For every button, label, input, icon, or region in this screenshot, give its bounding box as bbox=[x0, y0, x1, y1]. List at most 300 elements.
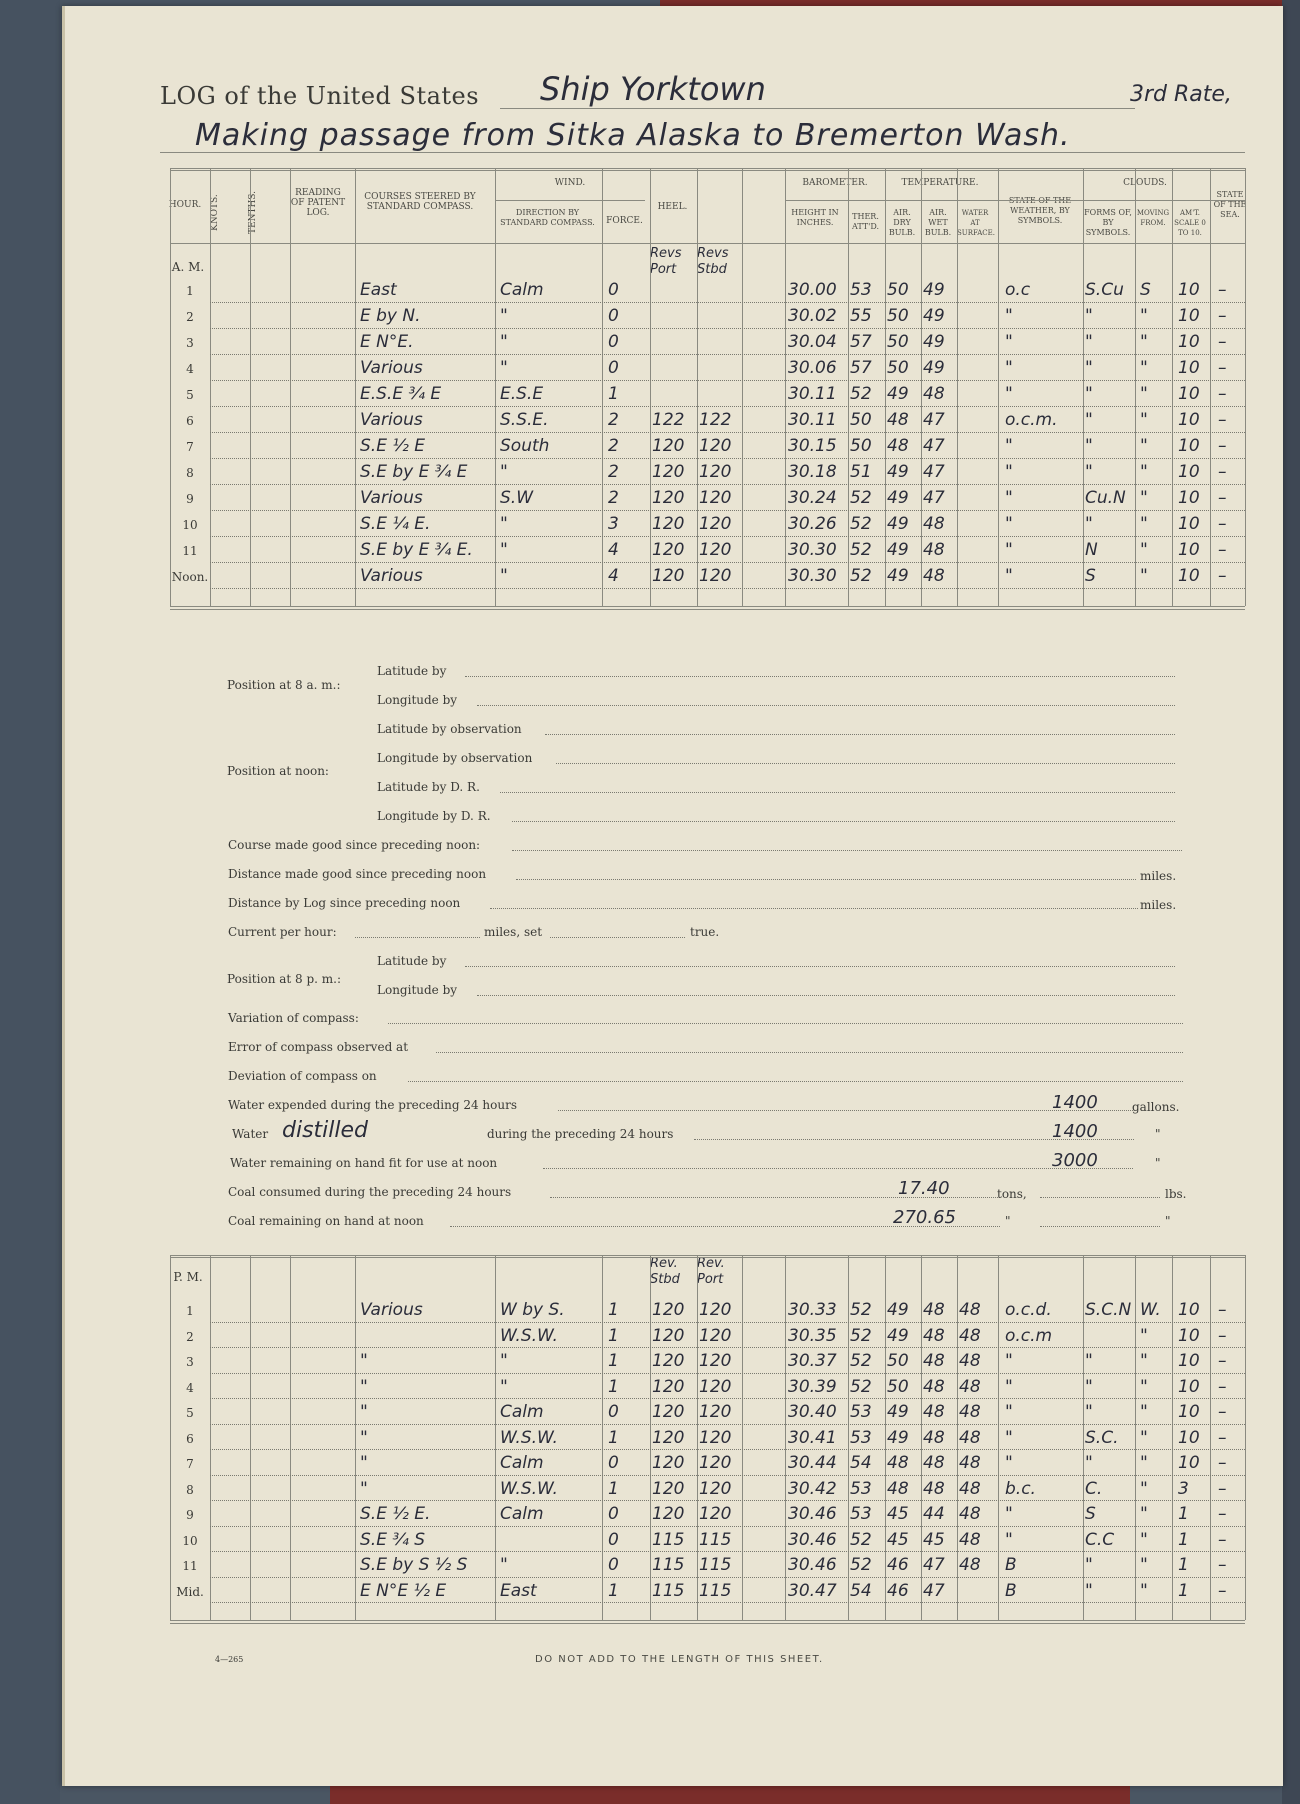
pm-cell-course: Various bbox=[360, 1300, 423, 1320]
pm-cell-sea: – bbox=[1218, 1402, 1227, 1422]
pm-cell-baro: 30.46 bbox=[788, 1504, 837, 1524]
pm-cell-wet: 48 bbox=[923, 1351, 945, 1371]
pm-cell-baro: 30.42 bbox=[788, 1478, 837, 1499]
am-cell-sea: – bbox=[1218, 514, 1227, 534]
pm-cell-wind: " bbox=[500, 1376, 508, 1397]
am-cell-weather: " bbox=[1005, 566, 1013, 586]
am-cell-baro: 30.04 bbox=[788, 332, 837, 352]
am-cell-baro: 30.26 bbox=[788, 514, 837, 534]
variation-label: Variation of compass: bbox=[228, 1011, 359, 1025]
pm-cell-water: 48 bbox=[959, 1427, 981, 1448]
course-made-line bbox=[512, 850, 1182, 851]
pm-cell-weather: B bbox=[1005, 1580, 1017, 1601]
am-col-line-0 bbox=[170, 168, 171, 606]
pm-cell-sea: – bbox=[1218, 1325, 1227, 1346]
pm-cell-hour: 1 bbox=[186, 1304, 194, 1318]
pm-cell-water: 48 bbox=[959, 1325, 981, 1346]
am-cell-wet: 49 bbox=[923, 358, 945, 378]
am-cell-dry: 50 bbox=[887, 280, 909, 300]
am-col-line-2 bbox=[250, 168, 251, 606]
am-cell-ther: 50 bbox=[850, 436, 872, 456]
variation-line bbox=[388, 1023, 1183, 1024]
am-cell-weather: " bbox=[1005, 540, 1013, 560]
am-cell-hour: 1 bbox=[186, 284, 194, 298]
hdr-cloud-forms: FORMS OF, BY SYMBOLS. bbox=[1084, 208, 1132, 237]
pm-cell-heel2: 120 bbox=[699, 1402, 732, 1422]
pm-row-line bbox=[210, 1322, 1245, 1323]
am-cell-weather: " bbox=[1005, 436, 1013, 456]
pm-cell-weather: " bbox=[1005, 1376, 1013, 1397]
am-col-line-7 bbox=[650, 168, 651, 606]
hdr-patent-log: READING OF PATENT LOG. bbox=[290, 188, 346, 218]
pm-cell-wet: 48 bbox=[923, 1376, 945, 1397]
am-cell-baro: 30.00 bbox=[788, 280, 837, 300]
pm-cell-moving: " bbox=[1140, 1555, 1148, 1575]
am-cell-moving: " bbox=[1140, 332, 1148, 352]
am-cell-sea: – bbox=[1218, 332, 1227, 352]
am-cell-baro: 30.24 bbox=[788, 488, 837, 508]
deviation-label: Deviation of compass on bbox=[228, 1069, 377, 1083]
am-cell-course: E N°E. bbox=[360, 332, 414, 352]
long-dr-line bbox=[512, 821, 1175, 822]
pm-col-line-20 bbox=[1245, 1255, 1246, 1620]
pm-cell-force: 1 bbox=[608, 1325, 619, 1346]
pm-cell-form: S.C.N bbox=[1085, 1300, 1132, 1320]
pm-col-line-17 bbox=[1135, 1255, 1136, 1620]
long-8pm-label: Longitude by bbox=[377, 983, 458, 997]
am-cell-moving: " bbox=[1140, 436, 1148, 456]
pm-cell-moving: " bbox=[1140, 1478, 1148, 1499]
pm-cell-moving: " bbox=[1140, 1351, 1148, 1371]
pm-cell-wet: 48 bbox=[923, 1427, 945, 1448]
pm-col-line-4 bbox=[355, 1255, 356, 1620]
hdr-baro-height: HEIGHT IN INCHES. bbox=[791, 208, 839, 227]
am-cell-heel1: 120 bbox=[652, 540, 685, 560]
pm-cell-heel2: 120 bbox=[699, 1376, 732, 1397]
pm-cell-sea: – bbox=[1218, 1504, 1227, 1524]
am-cell-moving: " bbox=[1140, 540, 1148, 560]
pm-cell-moving: " bbox=[1140, 1325, 1148, 1346]
water-word: Water bbox=[232, 1127, 269, 1141]
hdr-knots: KNOTS. bbox=[210, 194, 220, 231]
pm-cell-form: " bbox=[1085, 1580, 1093, 1601]
water-expended-line bbox=[558, 1110, 1133, 1111]
am-cell-ther: 52 bbox=[850, 566, 872, 586]
pm-bottom-rule bbox=[170, 1620, 1245, 1621]
am-cell-dry: 48 bbox=[887, 436, 909, 456]
pm-heel-note-stbd: Rev. Stbd bbox=[650, 1256, 680, 1287]
am-cell-wind: E.S.E bbox=[500, 384, 544, 404]
log-title: LOG of the United States bbox=[160, 82, 480, 110]
ship-name: Ship Yorktown bbox=[540, 70, 766, 108]
pm-cell-sea: – bbox=[1218, 1376, 1227, 1397]
am-col-line-13 bbox=[921, 168, 922, 606]
pm-cell-ther: 54 bbox=[850, 1580, 872, 1601]
pm-cell-force: 1 bbox=[608, 1580, 619, 1601]
am-heel-note-port: Revs Port bbox=[650, 246, 682, 277]
am-cell-weather: " bbox=[1005, 358, 1013, 378]
pm-cell-course: " bbox=[360, 1376, 368, 1397]
ship-underline bbox=[500, 108, 1135, 109]
water-expended-value: 1400 bbox=[1052, 1092, 1098, 1113]
pm-cell-form: " bbox=[1085, 1555, 1093, 1575]
pm-cell-wind: " bbox=[500, 1555, 508, 1575]
am-cell-weather: " bbox=[1005, 488, 1013, 508]
am-cell-wind: " bbox=[500, 306, 508, 326]
am-cell-sea: – bbox=[1218, 384, 1227, 404]
am-cell-amt: 10 bbox=[1178, 332, 1200, 352]
dist-log-line bbox=[490, 908, 1138, 909]
pm-cell-hour: 10 bbox=[182, 1533, 198, 1548]
pm-cell-heel1: 115 bbox=[652, 1529, 685, 1550]
am-cell-hour: 2 bbox=[186, 310, 194, 324]
pm-cell-weather: " bbox=[1005, 1427, 1013, 1448]
am-cell-heel1: 120 bbox=[652, 488, 685, 508]
am-cell-heel2: 120 bbox=[699, 488, 732, 508]
pm-cell-heel1: 120 bbox=[652, 1325, 685, 1346]
am-cell-ther: 55 bbox=[850, 306, 872, 326]
am-cell-wind: " bbox=[500, 514, 508, 534]
pm-cell-wind: Calm bbox=[500, 1402, 544, 1422]
pm-cell-water: 48 bbox=[959, 1504, 981, 1524]
pm-cell-force: 1 bbox=[608, 1427, 619, 1448]
am-cell-form: " bbox=[1085, 358, 1093, 378]
am-row-line bbox=[210, 328, 1245, 329]
lat-obs-line bbox=[545, 734, 1175, 735]
pm-cell-force: 0 bbox=[608, 1504, 619, 1524]
am-cell-dry: 49 bbox=[887, 566, 909, 586]
am-cell-dry: 50 bbox=[887, 332, 909, 352]
am-cell-moving: " bbox=[1140, 384, 1148, 404]
pm-cell-dry: 48 bbox=[887, 1453, 909, 1473]
pm-cell-heel2: 120 bbox=[699, 1427, 732, 1448]
pm-cell-amt: 3 bbox=[1178, 1478, 1189, 1499]
am-row-line bbox=[210, 536, 1245, 537]
am-cell-amt: 10 bbox=[1178, 566, 1200, 586]
am-cell-amt: 10 bbox=[1178, 306, 1200, 326]
water-distilled-label: during the preceding 24 hours bbox=[487, 1127, 674, 1141]
am-row-line bbox=[210, 406, 1245, 407]
pm-cell-moving: W. bbox=[1140, 1300, 1161, 1320]
pos-8pm-label: Position at 8 p. m.: bbox=[227, 972, 342, 986]
am-cell-force: 2 bbox=[608, 436, 619, 456]
am-cell-sea: – bbox=[1218, 358, 1227, 378]
current-miles-set: miles, set bbox=[484, 925, 543, 939]
pm-cell-form: " bbox=[1085, 1376, 1093, 1397]
pm-cell-amt: 1 bbox=[1178, 1529, 1189, 1550]
am-cell-dry: 50 bbox=[887, 306, 909, 326]
hdr-wind: WIND. bbox=[554, 178, 586, 188]
hdr-air-dry: AIR. DRY BULB. bbox=[888, 208, 916, 237]
am-cell-form: " bbox=[1085, 384, 1093, 404]
am-cell-wind: " bbox=[500, 462, 508, 482]
pm-cell-course: S.E ¾ S bbox=[360, 1529, 426, 1550]
am-cell-sea: – bbox=[1218, 280, 1227, 300]
pm-cell-form: C.C bbox=[1085, 1529, 1115, 1550]
am-cell-moving: S bbox=[1140, 280, 1151, 300]
am-cell-course: S.E by E ¾ E. bbox=[360, 540, 473, 560]
pm-cell-weather: " bbox=[1005, 1529, 1013, 1550]
am-cell-wind: " bbox=[500, 358, 508, 378]
pm-cell-heel1: 120 bbox=[652, 1351, 685, 1371]
long-obs-label: Longitude by observation bbox=[377, 751, 533, 765]
pm-row-line bbox=[210, 1577, 1245, 1578]
coal-remaining-lbs-line bbox=[1040, 1226, 1160, 1227]
pm-cell-water: 48 bbox=[959, 1453, 981, 1473]
deviation-line bbox=[408, 1081, 1183, 1082]
am-bottom-rule-2 bbox=[170, 609, 1245, 610]
pm-cell-hour: 11 bbox=[182, 1559, 198, 1573]
pm-row-line bbox=[210, 1449, 1245, 1450]
coal-lbs: lbs. bbox=[1165, 1187, 1187, 1201]
long-8am-label: Longitude by bbox=[377, 693, 458, 707]
pm-cell-force: 1 bbox=[608, 1376, 619, 1397]
pm-cell-force: 0 bbox=[608, 1402, 619, 1422]
pm-cell-dry: 49 bbox=[887, 1325, 909, 1346]
pm-cell-amt: 10 bbox=[1178, 1351, 1200, 1371]
lat-8am-label: Latitude by bbox=[377, 664, 447, 678]
current-label: Current per hour: bbox=[228, 925, 337, 939]
pm-cell-sea: – bbox=[1218, 1555, 1227, 1575]
pm-cell-dry: 48 bbox=[887, 1478, 909, 1499]
am-cell-ther: 52 bbox=[850, 488, 872, 508]
pm-cell-sea: – bbox=[1218, 1300, 1227, 1320]
am-cell-form: Cu.N bbox=[1085, 488, 1126, 508]
water-remaining-label: Water remaining on hand fit for use at noon bbox=[230, 1156, 498, 1170]
lat-8am-line bbox=[465, 676, 1175, 677]
pm-cell-course: S.E ½ E. bbox=[360, 1504, 431, 1524]
pm-cell-heel2: 120 bbox=[699, 1453, 732, 1473]
am-cell-wet: 47 bbox=[923, 410, 945, 430]
pm-cell-ther: 52 bbox=[850, 1325, 872, 1346]
pm-cell-moving: " bbox=[1140, 1580, 1148, 1601]
pm-cell-sea: – bbox=[1218, 1478, 1227, 1499]
am-row-line bbox=[210, 380, 1245, 381]
am-cell-weather: " bbox=[1005, 332, 1013, 352]
pm-cell-dry: 50 bbox=[887, 1376, 909, 1397]
course-made-label: Course made good since preceding noon: bbox=[228, 838, 481, 852]
am-cell-hour: 10 bbox=[182, 518, 198, 532]
pm-cell-ther: 52 bbox=[850, 1555, 872, 1575]
coal-remaining-value: 270.65 bbox=[893, 1207, 956, 1228]
pm-cell-water: 48 bbox=[959, 1376, 981, 1397]
pm-col-line-10 bbox=[785, 1255, 786, 1620]
am-row-line bbox=[210, 432, 1245, 433]
long-dr-label: Longitude by D. R. bbox=[377, 809, 491, 823]
am-col-line-3 bbox=[290, 168, 291, 606]
pm-cell-ther: 53 bbox=[850, 1504, 872, 1524]
am-cell-course: Various bbox=[360, 358, 423, 378]
pm-cell-dry: 45 bbox=[887, 1504, 909, 1524]
pm-cell-ther: 54 bbox=[850, 1453, 872, 1473]
pm-heel-note-port: Rev. Port bbox=[697, 1256, 725, 1287]
pm-cell-sea: – bbox=[1218, 1453, 1227, 1473]
am-cell-ther: 52 bbox=[850, 514, 872, 534]
pm-cell-form: C. bbox=[1085, 1478, 1103, 1499]
pm-cell-course: " bbox=[360, 1453, 368, 1473]
am-cell-heel1: 120 bbox=[652, 436, 685, 456]
dist-made-miles: miles. bbox=[1140, 869, 1177, 883]
pm-cell-heel1: 120 bbox=[652, 1402, 685, 1422]
am-cell-baro: 30.15 bbox=[788, 436, 837, 456]
pm-cell-ther: 52 bbox=[850, 1376, 872, 1397]
am-cell-force: 4 bbox=[608, 566, 619, 586]
am-row-line bbox=[210, 562, 1245, 563]
am-cell-heel2: 120 bbox=[699, 514, 732, 534]
pm-cell-amt: 10 bbox=[1178, 1376, 1200, 1397]
am-cell-wet: 49 bbox=[923, 306, 945, 326]
am-cell-form: N bbox=[1085, 540, 1098, 560]
error-line bbox=[436, 1052, 1183, 1053]
pm-cell-water: 48 bbox=[959, 1351, 981, 1371]
pm-cell-baro: 30.40 bbox=[788, 1402, 837, 1422]
pm-cell-sea: – bbox=[1218, 1580, 1227, 1601]
am-cell-form: " bbox=[1085, 332, 1093, 352]
pm-col-line-8 bbox=[697, 1255, 698, 1620]
pm-bottom-rule-2 bbox=[170, 1623, 1245, 1624]
am-cell-amt: 10 bbox=[1178, 462, 1200, 482]
hdr-wind-force: FORCE. bbox=[606, 216, 643, 226]
dist-log-miles: miles. bbox=[1140, 898, 1177, 912]
pm-col-line-15 bbox=[998, 1255, 999, 1620]
am-cell-moving: " bbox=[1140, 462, 1148, 482]
pm-cell-baro: 30.35 bbox=[788, 1325, 837, 1346]
hdr-weather: STATE OF THE WEATHER, BY SYMBOLS. bbox=[1008, 196, 1072, 225]
pm-cell-baro: 30.46 bbox=[788, 1555, 837, 1575]
current-true: true. bbox=[690, 925, 720, 939]
hdr-barometer: BAROMETER. bbox=[802, 178, 868, 188]
pm-cell-heel1: 120 bbox=[652, 1478, 685, 1499]
pm-cell-weather: " bbox=[1005, 1351, 1013, 1371]
am-cell-hour: 3 bbox=[186, 336, 194, 350]
long-8am-line bbox=[477, 705, 1175, 706]
pm-col-line-13 bbox=[921, 1255, 922, 1620]
hdr-temperature: TEMPERATURE. bbox=[901, 178, 979, 188]
pm-row-line bbox=[210, 1398, 1245, 1399]
pm-cell-wind: W by S. bbox=[500, 1300, 565, 1320]
am-col-line-19 bbox=[1210, 168, 1211, 606]
am-row-line bbox=[210, 588, 1245, 589]
am-cell-dry: 49 bbox=[887, 488, 909, 508]
am-cell-moving: " bbox=[1140, 488, 1148, 508]
am-col-line-16 bbox=[1083, 168, 1084, 606]
am-label: A. M. bbox=[171, 260, 205, 274]
long-obs-line bbox=[556, 763, 1175, 764]
lat-8pm-label: Latitude by bbox=[377, 954, 447, 968]
hdr-clouds: CLOUDS. bbox=[1123, 178, 1167, 188]
pm-col-line-6 bbox=[602, 1255, 603, 1620]
pm-cell-moving: " bbox=[1140, 1427, 1148, 1448]
am-cell-wind: Calm bbox=[500, 280, 544, 300]
pm-row-line bbox=[210, 1602, 1245, 1603]
am-cell-course: Various bbox=[360, 488, 423, 508]
error-label: Error of compass observed at bbox=[228, 1040, 409, 1054]
pm-cell-wet: 48 bbox=[923, 1453, 945, 1473]
coal-remaining-label: Coal remaining on hand at noon bbox=[228, 1214, 424, 1228]
am-cell-ther: 57 bbox=[850, 358, 872, 378]
am-cell-wet: 49 bbox=[923, 332, 945, 352]
am-col-line-20 bbox=[1245, 168, 1246, 606]
pm-col-line-2 bbox=[250, 1255, 251, 1620]
pos-8am-label: Position at 8 a. m.: bbox=[227, 678, 341, 692]
pm-row-line bbox=[210, 1551, 1245, 1552]
pm-cell-heel1: 120 bbox=[652, 1376, 685, 1397]
am-cell-heel2: 122 bbox=[699, 410, 732, 430]
am-cell-sea: – bbox=[1218, 462, 1227, 482]
am-cell-form: " bbox=[1085, 514, 1093, 534]
pm-cell-wet: 48 bbox=[923, 1478, 945, 1499]
hdr-ther-attd: THER. ATT'D. bbox=[851, 212, 880, 231]
pm-row-line bbox=[210, 1500, 1245, 1501]
baro-subheader-rule bbox=[785, 200, 1245, 201]
lat-dr-label: Latitude by D. R. bbox=[377, 780, 480, 794]
dist-made-line bbox=[516, 879, 1136, 880]
pm-cell-course: " bbox=[360, 1351, 368, 1371]
am-cell-course: S.E by E ¾ E bbox=[360, 462, 468, 482]
pm-cell-ther: 53 bbox=[850, 1478, 872, 1499]
pm-cell-sea: – bbox=[1218, 1529, 1227, 1550]
pm-cell-wind: " bbox=[500, 1351, 508, 1371]
pm-cell-wet: 48 bbox=[923, 1325, 945, 1346]
am-col-line-15 bbox=[998, 168, 999, 606]
pm-cell-course: E N°E ½ E bbox=[360, 1580, 447, 1601]
pm-cell-heel1: 115 bbox=[652, 1555, 685, 1575]
am-col-line-5 bbox=[495, 168, 496, 606]
pm-cell-sea: – bbox=[1218, 1427, 1227, 1448]
am-cell-wet: 47 bbox=[923, 436, 945, 456]
am-cell-wind: South bbox=[500, 436, 550, 456]
am-cell-force: 2 bbox=[608, 410, 619, 430]
am-col-line-6 bbox=[602, 168, 603, 606]
pm-cell-ther: 52 bbox=[850, 1529, 872, 1550]
am-cell-baro: 30.06 bbox=[788, 358, 837, 378]
pm-cell-moving: " bbox=[1140, 1376, 1148, 1397]
am-cell-sea: – bbox=[1218, 566, 1227, 586]
pm-cell-hour: 4 bbox=[186, 1380, 194, 1395]
am-cell-weather: " bbox=[1005, 462, 1013, 482]
am-cell-baro: 30.30 bbox=[788, 566, 837, 586]
pm-cell-heel2: 115 bbox=[699, 1529, 732, 1550]
am-col-line-1 bbox=[210, 168, 211, 606]
pm-cell-amt: 1 bbox=[1178, 1555, 1189, 1575]
am-col-line-12 bbox=[885, 168, 886, 606]
hdr-courses: COURSES STEERED BY STANDARD COMPASS. bbox=[364, 192, 476, 212]
pm-cell-amt: 1 bbox=[1178, 1580, 1189, 1601]
coal-remaining-ditto: " bbox=[1005, 1214, 1011, 1228]
water-gallons: gallons. bbox=[1132, 1100, 1180, 1114]
am-cell-baro: 30.02 bbox=[788, 306, 837, 326]
am-cell-course: East bbox=[360, 280, 397, 300]
am-row-line bbox=[210, 484, 1245, 485]
pm-cell-ther: 53 bbox=[850, 1402, 872, 1422]
am-cell-form: " bbox=[1085, 436, 1093, 456]
am-cell-dry: 48 bbox=[887, 410, 909, 430]
pm-cell-baro: 30.41 bbox=[788, 1427, 837, 1448]
am-cell-moving: " bbox=[1140, 410, 1148, 430]
am-cell-force: 1 bbox=[608, 384, 619, 404]
pm-cell-heel1: 115 bbox=[652, 1580, 685, 1601]
pm-cell-hour: 9 bbox=[186, 1508, 194, 1522]
am-cell-wind: " bbox=[500, 332, 508, 352]
hdr-tenths: TENTHS. bbox=[248, 191, 258, 235]
coal-consumed-value: 17.40 bbox=[898, 1178, 950, 1199]
hdr-heel: HEEL. bbox=[657, 202, 688, 212]
pm-cell-sea: – bbox=[1218, 1351, 1227, 1371]
pm-cell-heel2: 120 bbox=[699, 1351, 732, 1371]
pm-cell-dry: 50 bbox=[887, 1351, 909, 1371]
am-cell-hour: 5 bbox=[186, 388, 194, 402]
pm-cell-hour: 5 bbox=[186, 1406, 194, 1420]
